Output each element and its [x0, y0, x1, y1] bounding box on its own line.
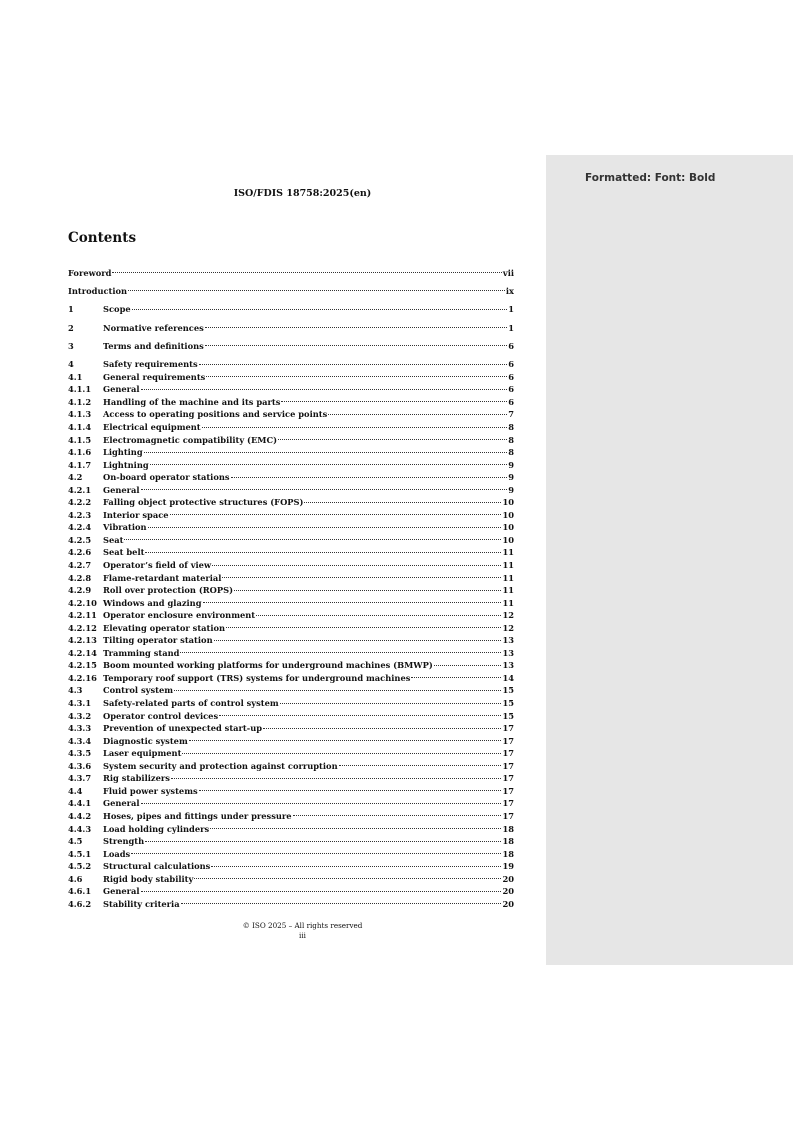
toc-entry-page: ix [505, 285, 514, 296]
toc-entry-number: 4.1 [68, 371, 83, 382]
toc-entry-page: 17 [502, 810, 514, 821]
toc-entry-number: 4.5.1 [68, 848, 92, 859]
toc-entry-number: 4.2.14 [68, 647, 97, 658]
toc-entry-title: Vibration [103, 522, 147, 533]
toc-dot-leader [280, 392, 508, 405]
toc-entry-title: Load holding cylinders [103, 823, 210, 834]
toc-dot-leader [433, 656, 503, 669]
toc-entry-title: Scope [103, 304, 131, 315]
toc-dot-leader [111, 263, 502, 276]
toc-entry-title: General [103, 798, 140, 809]
toc-entry-page: 18 [502, 836, 514, 847]
toc-dot-leader [292, 806, 503, 819]
toc-dot-leader [230, 468, 509, 481]
toc-entry-number: 4.5 [68, 836, 83, 847]
toc-entry-page: 15 [502, 685, 514, 696]
toc-entry-page: 10 [502, 522, 514, 533]
toc-dot-leader [144, 543, 502, 556]
toc-dot-leader [221, 568, 502, 581]
toc-entry-number: 4.2.9 [68, 585, 92, 596]
toc-dot-leader [143, 443, 509, 456]
toc-dot-leader [209, 819, 502, 832]
toc-entry-title: General [103, 384, 140, 395]
toc-entry[interactable] [68, 318, 514, 331]
toc-dot-leader [202, 593, 503, 606]
toc-entry-number: 4.6.2 [68, 898, 92, 909]
toc-entry-page: 17 [502, 773, 514, 784]
contents-title: Contents [68, 230, 137, 246]
toc-dot-leader [233, 581, 502, 594]
toc-entry-number: 4.2.3 [68, 509, 92, 520]
toc-entry-number: 4 [68, 359, 74, 370]
toc-entry-title: Rig stabilizers [103, 773, 170, 784]
toc-dot-leader [147, 518, 503, 531]
toc-entry-page: 11 [502, 547, 514, 558]
toc-entry-number: 4.3.4 [68, 735, 92, 746]
toc-entry[interactable] [68, 530, 514, 543]
toc-entry-title: Laser equipment [103, 748, 182, 759]
toc-dot-leader [255, 606, 502, 619]
document-header: ISO/FDIS 18758:2025(en) [233, 188, 372, 199]
toc-dot-leader [327, 405, 508, 418]
toc-entry-page: 13 [502, 635, 514, 646]
toc-entry-title: Terms and definitions [103, 340, 204, 351]
toc-entry-page: 10 [502, 509, 514, 520]
toc-entry-title: Fluid power systems [103, 785, 198, 796]
toc-entry-title: Prevention of unexpected start-up [103, 723, 263, 734]
toc-entry-number: 4.3.1 [68, 698, 92, 709]
toc-dot-leader [188, 731, 503, 744]
toc-entry-title: Seat belt [103, 547, 145, 558]
toc-entry-number: 4.2.10 [68, 597, 97, 608]
toc-dot-leader [140, 380, 509, 393]
toc-dot-leader [218, 706, 502, 719]
toc-entry-number: 4.1.7 [68, 459, 92, 470]
toc-entry[interactable] [68, 300, 514, 313]
toc-entry-page: 1 [508, 322, 514, 333]
toc-dot-leader [169, 505, 503, 518]
toc-entry[interactable] [68, 281, 514, 294]
toc-entry-title: Access to operating positions and service points [103, 409, 328, 420]
toc-entry-number: 4.4.1 [68, 798, 92, 809]
toc-entry-page: 11 [502, 585, 514, 596]
toc-entry-number: 4.2.5 [68, 534, 92, 545]
toc-entry-number: 4.3.7 [68, 773, 92, 784]
toc-entry-number: 4.1.3 [68, 409, 92, 420]
toc-entry-title: Foreword [68, 267, 112, 278]
toc-entry-title: General requirements [103, 371, 206, 382]
toc-entry-page: 1 [508, 304, 514, 315]
footer-copyright: © ISO 2025 – All rights reserved [242, 921, 363, 930]
toc-entry-title: Boom mounted working platforms for underground machines (BMWP) [103, 660, 433, 671]
toc-entry-number: 4.3.5 [68, 748, 92, 759]
toc-entry-title: Control system [103, 685, 174, 696]
toc-dot-leader [204, 318, 508, 331]
toc-entry-number: 4.2.15 [68, 660, 97, 671]
toc-entry-page: 17 [502, 785, 514, 796]
toc-entry-page: 6 [508, 396, 514, 407]
toc-dot-leader [140, 794, 503, 807]
toc-entry-number: 4.1.5 [68, 434, 92, 445]
toc-entry-title: Electrical equipment [103, 422, 201, 432]
toc-entry-number: 4.2.1 [68, 484, 92, 495]
toc-entry-number: 3 [68, 340, 74, 351]
toc-entry-page: 17 [502, 723, 514, 734]
toc-entry-page: 9 [508, 472, 514, 483]
toc-entry-title: Elevating operator station [103, 622, 226, 633]
toc-entry-number: 4.6.1 [68, 886, 92, 897]
toc-entry-page: 17 [502, 735, 514, 746]
toc-entry-page: 12 [502, 610, 514, 621]
toc-entry-number: 4.4.2 [68, 810, 92, 821]
toc-entry-page: 10 [502, 534, 514, 545]
toc-dot-leader [144, 832, 502, 845]
toc-entry-number: 2 [68, 322, 74, 333]
toc-entry-page: 12 [502, 622, 514, 633]
toc-entry-title: Operator control devices [103, 710, 219, 721]
toc-entry-page: 15 [502, 710, 514, 721]
toc-entry-title: Electromagnetic compatibility (EMC) [103, 434, 278, 445]
toc-entry-page: 13 [502, 647, 514, 658]
toc-entry-number: 4.3.2 [68, 710, 92, 721]
toc-dot-leader [140, 480, 509, 493]
toc-entry[interactable] [68, 336, 514, 349]
comment-margin-pane [546, 155, 793, 965]
toc-dot-leader [127, 281, 506, 294]
toc-entry-title: Safety requirements [103, 359, 198, 370]
toc-entry-page: 10 [502, 497, 514, 508]
toc-dot-leader [262, 719, 502, 732]
toc-dot-leader [180, 894, 503, 907]
toc-entry-page: 9 [508, 484, 514, 495]
toc-entry-title: Hoses, pipes and fittings under pressure [103, 810, 292, 821]
toc-dot-leader [303, 493, 502, 506]
toc-entry-number: 4.2.6 [68, 547, 92, 558]
toc-entry-title: Normative references [103, 322, 204, 333]
toc-entry-number: 4.1.4 [68, 422, 92, 432]
toc-dot-leader [181, 744, 502, 757]
toc-entry-title: Strength [103, 836, 145, 847]
toc-entry-number: 4.1.1 [68, 384, 92, 395]
toc-dot-leader [179, 643, 502, 656]
toc-entry-title: Diagnostic system [103, 735, 188, 746]
toc-entry-page: 11 [502, 560, 514, 571]
toc-entry-title: Lighting [103, 447, 143, 458]
toc-dot-leader [225, 618, 502, 631]
toc-entry-number: 4.2.8 [68, 572, 92, 583]
toc-entry-title: General [103, 886, 140, 897]
toc-entry-title: Roll over protection (ROPS) [103, 585, 234, 596]
toc-entry-number: 1 [68, 304, 74, 315]
toc-entry-page: 11 [502, 597, 514, 608]
toc-entry-title: Lightning [103, 459, 149, 470]
toc-entry-page: 18 [502, 823, 514, 834]
toc-dot-leader [193, 869, 502, 882]
toc-entry-page: 7 [508, 409, 514, 420]
toc-entry-number: 4.6 [68, 873, 83, 884]
toc-dot-leader [130, 844, 502, 857]
toc-entry-title: Falling object protective structures (FOPS) [103, 497, 304, 508]
toc-entry-title: Operator enclosure environment [103, 610, 256, 621]
toc-entry-number: 4.2.16 [68, 672, 97, 683]
toc-entry-page: vii [502, 267, 514, 278]
table-of-contents [68, 263, 514, 907]
document-footer [0, 921, 605, 941]
toc-dot-leader [149, 455, 509, 468]
toc-dot-leader [198, 781, 503, 794]
toc-entry[interactable] [68, 263, 514, 276]
toc-dot-leader [210, 857, 502, 870]
toc-entry-number: 4.2.2 [68, 497, 92, 508]
toc-entry-number: 4.2 [68, 472, 83, 483]
toc-entry-title: Tilting operator station [103, 635, 213, 646]
toc-entry-title: Flame-retardant material [103, 572, 222, 583]
toc-entry-page: 11 [502, 572, 514, 583]
toc-entry-title: Safety-related parts of control system [103, 698, 279, 709]
toc-dot-leader [211, 555, 502, 568]
toc-entry-number: 4.3.3 [68, 723, 92, 734]
toc-entry-title: General [103, 484, 140, 495]
footer-page-number: iii [299, 931, 306, 940]
toc-entry-title: Operator’s field of view [103, 560, 212, 571]
toc-dot-leader [173, 681, 502, 694]
toc-entry-number: 4.4 [68, 785, 83, 796]
toc-entry-page: 6 [508, 359, 514, 370]
toc-entry-number: 4.3.6 [68, 760, 92, 771]
toc-entry[interactable] [68, 844, 514, 857]
toc-dot-leader [338, 756, 503, 769]
toc-entry-number: 4.2.7 [68, 560, 92, 571]
toc-entry-page: 17 [502, 798, 514, 809]
toc-entry-page: 6 [508, 371, 514, 382]
toc-entry-page: 15 [502, 698, 514, 709]
toc-entry-number: 4.2.11 [68, 610, 97, 621]
toc-entry-page: 9 [508, 459, 514, 470]
toc-entry-page: 20 [502, 873, 514, 884]
toc-dot-leader [410, 668, 502, 681]
toc-entry-title: Handling of the machine and its parts [103, 396, 281, 407]
toc-dot-leader [201, 417, 509, 430]
toc-dot-leader [198, 355, 509, 368]
toc-dot-leader [205, 367, 508, 380]
toc-dot-leader [279, 693, 503, 706]
toc-dot-leader [277, 430, 508, 443]
toc-entry-page: 17 [502, 748, 514, 759]
toc-entry-number: 4.4.3 [68, 823, 92, 834]
toc-dot-leader [170, 769, 503, 782]
toc-entry-number: 4.1.6 [68, 447, 92, 458]
toc-entry-page: 20 [502, 898, 514, 909]
toc-entry-page: 18 [502, 848, 514, 859]
toc-entry-title: Rigid body stability [103, 873, 194, 884]
toc-entry-number: 4.1.2 [68, 396, 92, 407]
toc-entry-page: 6 [508, 340, 514, 351]
toc-dot-leader [204, 336, 508, 349]
toc-entry-title: Interior space [103, 509, 169, 520]
toc-entry-title: Introduction [68, 285, 128, 296]
toc-entry-title: Tramming stand [103, 647, 180, 658]
toc-entry-number: 4.3 [68, 685, 83, 696]
toc-dot-leader [140, 882, 503, 895]
toc-entry-number: 4.2.4 [68, 522, 92, 533]
toc-entry-page: 6 [508, 384, 514, 395]
toc-dot-leader [213, 631, 503, 644]
toc-entry[interactable] [68, 543, 514, 556]
margin-comment-label: Formatted: Font: Bold [585, 172, 716, 184]
toc-entry[interactable] [68, 355, 514, 368]
toc-entry-number: 4.2.13 [68, 635, 97, 646]
toc-entry-page: 8 [508, 434, 514, 445]
toc-entry[interactable] [68, 857, 514, 870]
toc-entry-page: 13 [502, 660, 514, 671]
toc-entry-number: 4.5.2 [68, 861, 92, 872]
toc-entry-number: 4.2.12 [68, 622, 97, 633]
toc-entry-title: Stability criteria [103, 898, 180, 909]
toc-entry-title: Temporary roof support (TRS) systems for underground machines [103, 672, 411, 683]
toc-dot-leader [123, 530, 502, 543]
toc-entry-page: 8 [508, 447, 514, 458]
toc-entry-title: Loads [103, 848, 131, 859]
toc-dot-leader [131, 300, 509, 313]
toc-entry-page: 8 [508, 422, 514, 432]
toc-entry-title: System security and protection against corruption [103, 760, 338, 771]
toc-entry-title: Structural calculations [103, 861, 211, 872]
toc-entry-page: 17 [502, 760, 514, 771]
toc-entry-page: 20 [502, 886, 514, 897]
toc-entry-page: 14 [502, 672, 514, 683]
toc-entry-title: Seat [103, 534, 124, 545]
toc-entry-page: 19 [502, 861, 514, 872]
toc-entry-title: Windows and glazing [103, 597, 202, 608]
toc-entry-title: On-board operator stations [103, 472, 230, 483]
